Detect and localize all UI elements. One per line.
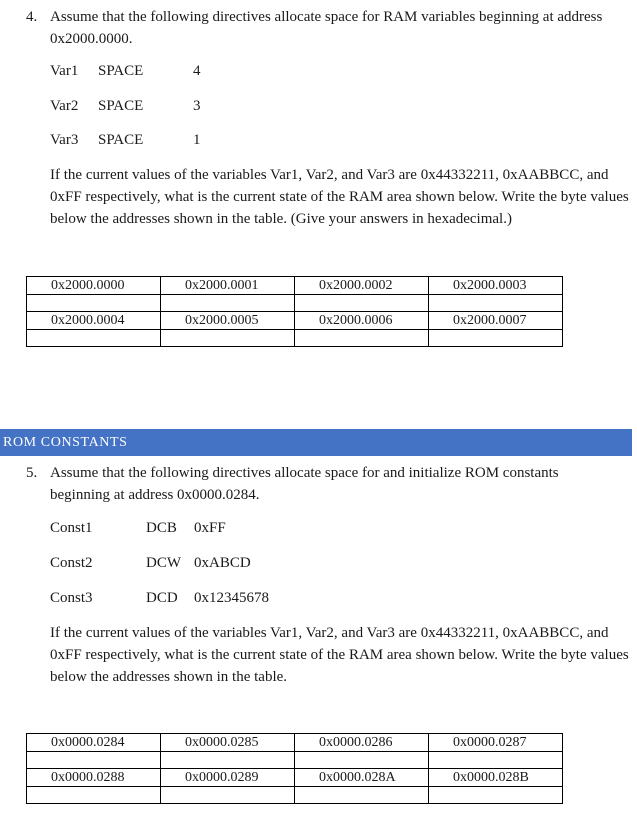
question-5-text: If the current values of the variables Var1, Var2, and Var3 are 0x44332211, 0xAABBCC, and 0xFF respectively, what is the current state of the RAM area shown below. Write the byte values below the addresses shown in the table. bbox=[50, 625, 629, 685]
directive-name: Var3 bbox=[50, 132, 79, 148]
answer-cell[interactable] bbox=[295, 295, 429, 312]
answer-cell[interactable] bbox=[429, 330, 563, 347]
answer-cell[interactable] bbox=[295, 787, 429, 804]
answer-cell[interactable] bbox=[161, 787, 295, 804]
directive-arg: 0x12345678 bbox=[194, 590, 269, 606]
directive-name: Var1 bbox=[50, 63, 79, 79]
directive-op: SPACE bbox=[98, 132, 144, 148]
directive-arg: 0xABCD bbox=[194, 555, 251, 571]
address-cell: 0x0000.028B bbox=[429, 769, 563, 787]
directive-arg: 3 bbox=[193, 98, 201, 114]
directive-name: Var2 bbox=[50, 98, 79, 114]
address-cell: 0x0000.0286 bbox=[295, 734, 429, 752]
address-cell: 0x0000.0289 bbox=[161, 769, 295, 787]
directive-op: SPACE bbox=[98, 63, 144, 79]
directive-name: Const1 bbox=[50, 520, 93, 536]
address-cell: 0x0000.0288 bbox=[27, 769, 161, 787]
table-row bbox=[27, 734, 563, 752]
table-row bbox=[27, 330, 563, 347]
directive-op: DCB bbox=[146, 520, 177, 536]
address-cell: 0x2000.0006 bbox=[295, 312, 429, 330]
directive-name: Const3 bbox=[50, 590, 93, 606]
table-row bbox=[27, 787, 563, 804]
question-4-intro: Assume that the following directives allocate space for RAM variables beginning at address 0x2000.0000. bbox=[50, 9, 603, 47]
directive-op: DCD bbox=[146, 590, 178, 606]
address-cell: 0x2000.0005 bbox=[161, 312, 295, 330]
address-cell: 0x2000.0002 bbox=[295, 277, 429, 295]
directive-arg: 4 bbox=[193, 63, 201, 79]
address-cell: 0x2000.0004 bbox=[27, 312, 161, 330]
address-cell: 0x0000.0284 bbox=[27, 734, 161, 752]
table-row bbox=[27, 312, 563, 330]
answer-cell[interactable] bbox=[429, 295, 563, 312]
answer-cell[interactable] bbox=[27, 295, 161, 312]
address-cell: 0x0000.028A bbox=[295, 769, 429, 787]
section-header-rom-constants: ROM CONSTANTS bbox=[0, 429, 632, 456]
directive-arg: 0xFF bbox=[194, 520, 226, 536]
table-row bbox=[27, 752, 563, 769]
answer-cell[interactable] bbox=[27, 330, 161, 347]
directive-arg: 1 bbox=[193, 132, 201, 148]
answer-cell[interactable] bbox=[27, 787, 161, 804]
address-cell: 0x2000.0001 bbox=[161, 277, 295, 295]
answer-cell[interactable] bbox=[429, 787, 563, 804]
table-row bbox=[27, 769, 563, 787]
question-4-text: If the current values of the variables Var1, Var2, and Var3 are 0x44332211, 0xAABBCC, and 0xFF respectively, what is the current state of the RAM area shown below. Write the byte values below the addresses shown in the table. (Give your answers in hexadecimal.) bbox=[50, 167, 629, 227]
directive-op: SPACE bbox=[98, 98, 144, 114]
address-cell: 0x2000.0000 bbox=[27, 277, 161, 295]
answer-cell[interactable] bbox=[27, 752, 161, 769]
q4-ram-table bbox=[26, 276, 563, 347]
address-cell: 0x0000.0285 bbox=[161, 734, 295, 752]
directive-op: DCW bbox=[146, 555, 181, 571]
directive-name: Const2 bbox=[50, 555, 93, 571]
answer-cell[interactable] bbox=[295, 330, 429, 347]
answer-cell[interactable] bbox=[161, 752, 295, 769]
answer-cell[interactable] bbox=[161, 330, 295, 347]
answer-cell[interactable] bbox=[161, 295, 295, 312]
q5-rom-table bbox=[26, 733, 563, 804]
address-cell: 0x2000.0007 bbox=[429, 312, 563, 330]
address-cell: 0x2000.0003 bbox=[429, 277, 563, 295]
answer-cell[interactable] bbox=[295, 752, 429, 769]
table-row bbox=[27, 295, 563, 312]
address-cell: 0x0000.0287 bbox=[429, 734, 563, 752]
question-5-number: 5. bbox=[26, 465, 38, 481]
answer-cell[interactable] bbox=[429, 752, 563, 769]
table-row bbox=[27, 277, 563, 295]
question-4-number: 4. bbox=[26, 9, 38, 25]
question-5-intro: Assume that the following directives allocate space for and initialize ROM constants beginning at address 0x0000.0284. bbox=[50, 465, 559, 503]
